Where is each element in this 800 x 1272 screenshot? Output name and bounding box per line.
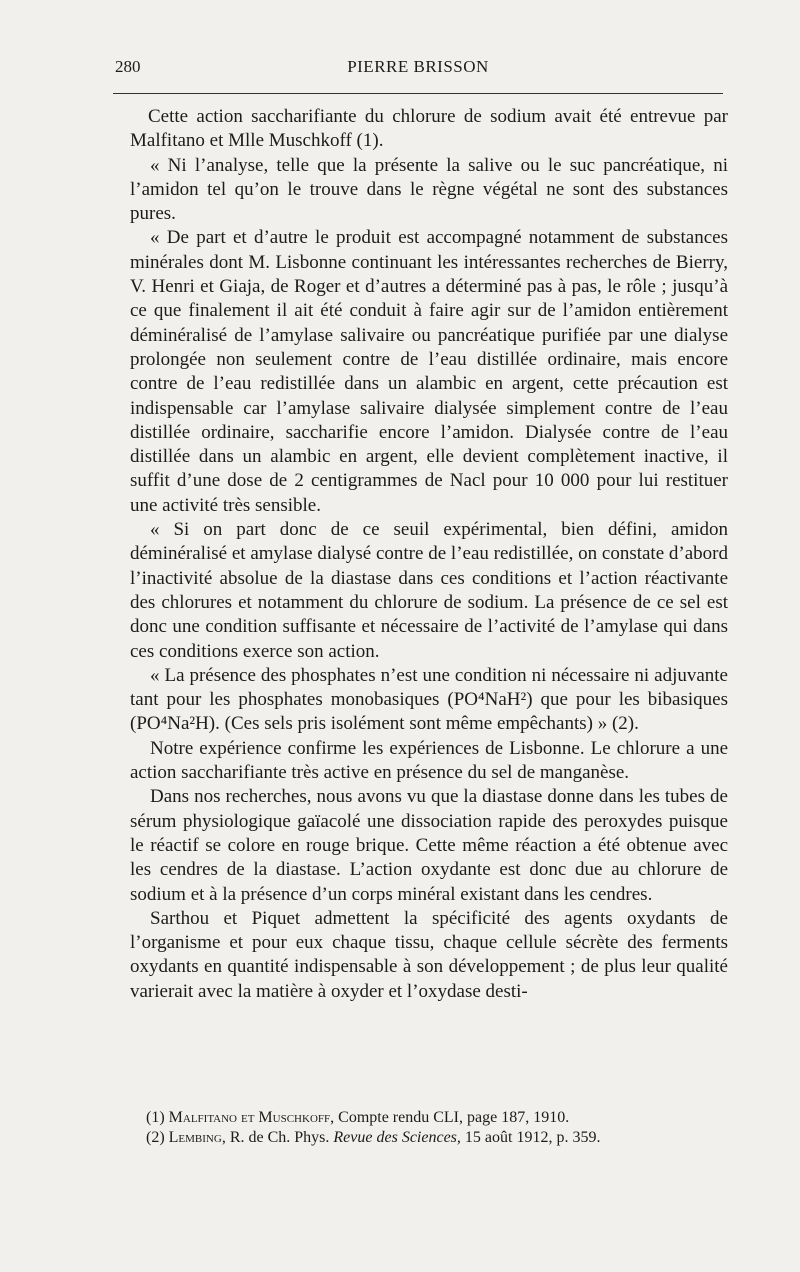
paragraph: Sarthou et Piquet admettent la spécificité des agents oxydants de l’organisme et pour eux chaque tissu, chaque cellule sécrète des ferments oxydants en quantité indispensable à son développement ; de plus leur qualité varierait avec la matière à oxyder et l’oxydase desti- [130, 907, 728, 1002]
paragraph: Cette action saccharifiante du chlorure de sodium avait été entrevue par Malfitano et Mlle Muschkoff (1). [130, 106, 728, 152]
paragraph: « Ni l’analyse, telle que la présente la salive ou le suc pancréatique, ni l’amidon tel qu’on le trouve dans le règne végétal ne sont des substances pures. [130, 154, 728, 225]
footnote-text: , R. de Ch. Phys. [221, 1129, 334, 1146]
footnote-journal: Revue des Sciences, [333, 1129, 461, 1146]
page-number: 280 [115, 57, 141, 76]
paragraph: « Si on part donc de ce seuil expérimental, bien défini, amidon déminéralisé et amylase dialysé contre de l’eau redistillée, on constate d’abord l’inactivité absolue de la diastase dans ces conditions et l’action réactivante des chlorures et notamment du chlorure de sodium. La présence de ce sel est donc une condition suffisante et nécessaire de l’activité de l’amylase qui dans ces conditions exerce son action. [130, 519, 728, 662]
footnote-text: 15 août 1912, p. 359. [460, 1129, 601, 1146]
footnote-text: , Compte rendu CLI, page 187, 1910. [330, 1109, 570, 1126]
footnote-1 [146, 1108, 746, 1128]
paragraph: Dans nos recherches, nous avons vu que la diastase donne dans les tubes de sérum physiologique gaïacolé une dissociation rapide des peroxydes puisque le réactif se colore en rouge brique. Cette même réaction a été obtenue avec les cendres de la diastase. L’action oxydante est donc due au chlorure de sodium et à la présence d’un corps minéral existant dans les cendres. [130, 786, 728, 905]
footnote-author: Malfitano et Muschkoff [168, 1109, 331, 1126]
footnote-mark: (2) [146, 1129, 165, 1146]
paragraph: « La présence des phosphates n’est une condition ni nécessaire ni adjuvante tant pour les phosphates monobasiques (PO⁴NaH²) que pour les bibasiques (PO⁴Na²H). (Ces sels pris isolément sont même empêchants) » (2). [130, 664, 728, 735]
footnote-author: Lembing [168, 1129, 222, 1146]
paragraph: Notre expérience confirme les expériences de Lisbonne. Le chlorure a une action saccharifiante très active en présence du sel de manganèse. [130, 737, 728, 784]
header-rule [113, 93, 723, 94]
running-title: PIERRE BRISSON [347, 57, 489, 76]
footnotes [146, 1108, 746, 1148]
running-header [115, 57, 721, 85]
body-text [130, 105, 728, 1004]
footnote-2 [146, 1128, 746, 1148]
paragraph: « De part et d’autre le produit est accompagné notamment de substances minérales dont M. Lisbonne continuant les intéressantes recherches de Bierry, V. Henri et Giaja, de Roger et d’autres a déterminé pas à pas, le rôle ; jusqu’à ce que finalement il ait été conduit à faire agir sur de l’amidon entièrement déminéralisé de l’amylase salivaire ou pancréatique purifiée par une dialyse prolongée non seulement contre de l’eau distillée ordinaire, mais encore contre de l’eau redistillée dans un alambic en argent, cette précaution est indispensable car l’amylase salivaire dialysée simplement contre de l’eau distillée ordinaire, saccharifie encore l’amidon. Dialysée contre de l’eau distillée dans un alambic en argent, elle devient complètement inactive, il suffit d’une dose de 2 centigrammes de Nacl pour 10 000 pour lui restituer une activité très sensible. [130, 227, 728, 516]
footnote-mark: (1) [146, 1109, 165, 1126]
